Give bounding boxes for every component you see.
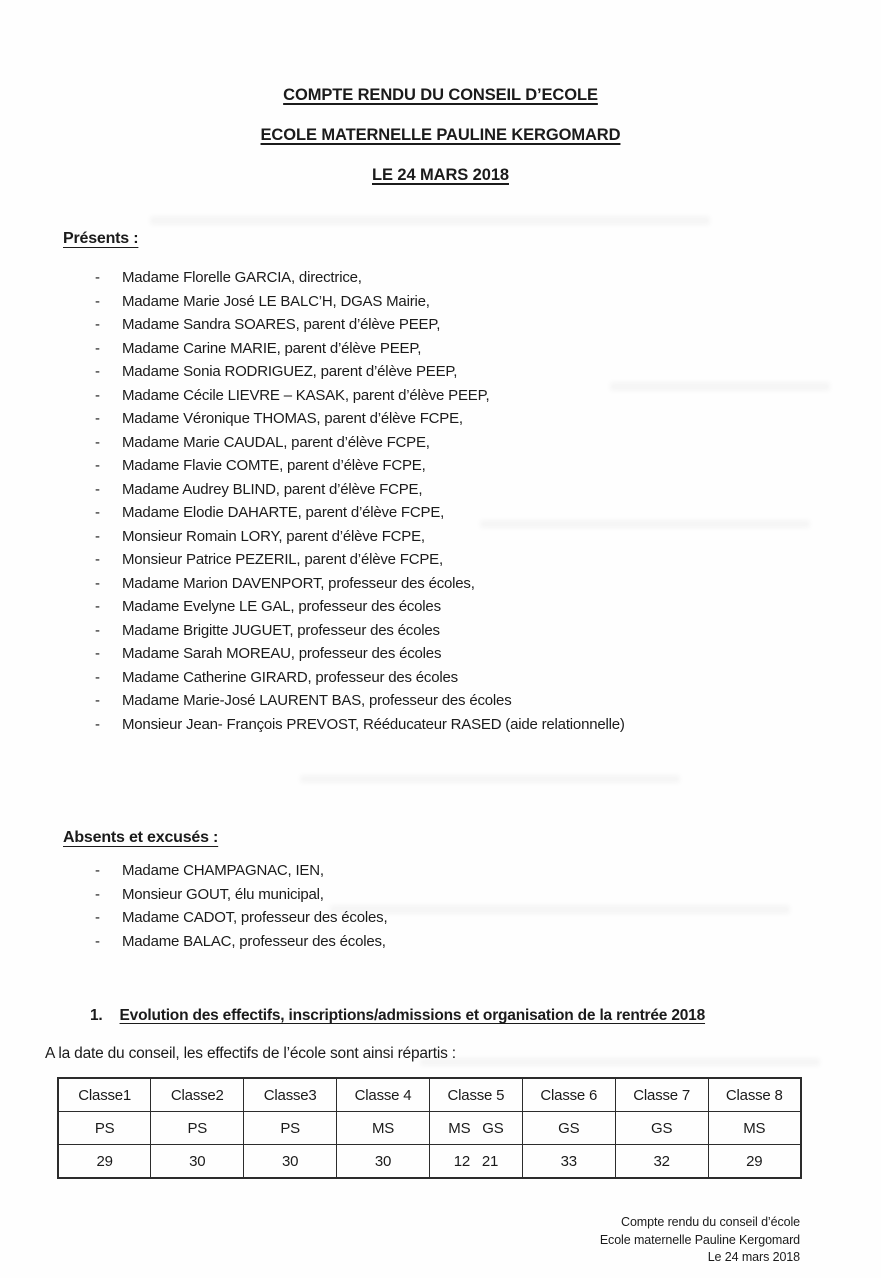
list-item (95, 713, 625, 737)
list-item (95, 313, 625, 337)
list-item (95, 501, 625, 525)
table-header-cell: Classe1 (58, 1078, 151, 1112)
attendee-name: Monsieur GOUT, élu municipal, (122, 885, 324, 903)
attendee-name: Madame Florelle GARCIA, directrice, (122, 269, 362, 286)
table-cell: GS (615, 1112, 708, 1145)
list-item (95, 595, 625, 619)
list-item (95, 930, 387, 954)
document-title-line-1: COMPTE RENDU DU CONSEIL D’ECOLE (283, 86, 598, 104)
attendee-name: Madame Véronique THOMAS, parent d’élève FCPE, (122, 410, 463, 427)
section-title: Evolution des effectifs, inscriptions/admissions et organisation de la rentrée 2018 (119, 1007, 706, 1024)
table-cell: MS GS (430, 1112, 523, 1145)
table-cell: 30 (337, 1145, 430, 1179)
list-item (95, 478, 625, 502)
list-item (95, 689, 625, 713)
attendee-name: Madame Sandra SOARES, parent d’élève PEEP, (122, 316, 441, 333)
list-item (95, 384, 625, 408)
list-item (95, 525, 625, 549)
table-header-row (58, 1078, 801, 1112)
section-1-heading (90, 1007, 705, 1025)
table-cell: 12 21 (430, 1145, 523, 1179)
attendee-name: Madame Marion DAVENPORT, professeur des écoles, (122, 574, 475, 592)
attendee-name: Monsieur Patrice PEZERIL, parent d’élève FCPE, (122, 551, 443, 568)
scan-artifact (300, 775, 680, 783)
table-cell: 30 (151, 1145, 244, 1179)
effectifs-intro-text: A la date du conseil, les effectifs de l’école sont ainsi répartis : (45, 1045, 456, 1062)
table-cell: 29 (708, 1145, 801, 1179)
list-item (95, 883, 387, 907)
list-item (95, 642, 625, 666)
list-item (95, 290, 625, 314)
attendee-name: Madame Marie CAUDAL, parent d’élève FCPE, (122, 433, 430, 451)
attendee-name: Madame Elodie DAHARTE, parent d’élève FCPE, (122, 504, 445, 521)
list-item (95, 906, 387, 930)
table-cell: GS (522, 1112, 615, 1145)
table-row (58, 1145, 801, 1179)
table-header-cell: Classe 6 (522, 1078, 615, 1112)
section-number: 1. (90, 1007, 103, 1024)
list-item (95, 266, 625, 290)
list-item (95, 859, 387, 883)
attendee-name: Madame Flavie COMTE, parent d’élève FCPE, (122, 457, 426, 474)
table-cell: PS (58, 1112, 151, 1145)
scan-artifact (150, 216, 710, 225)
presents-heading: Présents : (63, 230, 139, 247)
list-item (95, 360, 625, 384)
footer-line-2: Ecole maternelle Pauline Kergomard (599, 1232, 800, 1247)
effectifs-table (57, 1077, 802, 1179)
footer-line-3: Le 24 mars 2018 (707, 1250, 800, 1264)
list-item (95, 666, 625, 690)
list-item (95, 572, 625, 596)
document-title-line-3: LE 24 MARS 2018 (372, 166, 509, 184)
list-item (95, 548, 625, 572)
document-title-block (0, 86, 881, 206)
table-cell: MS (708, 1112, 801, 1145)
footer-line-1: Compte rendu du conseil d’école (621, 1215, 800, 1229)
attendee-name: Madame CADOT, professeur des écoles, (122, 909, 388, 926)
table-header-cell: Classe 4 (337, 1078, 430, 1112)
list-item (95, 407, 625, 431)
scan-artifact (420, 1058, 820, 1066)
table-header-cell: Classe3 (244, 1078, 337, 1112)
list-item (95, 619, 625, 643)
attendee-name: Madame Brigitte JUGUET, professeur des écoles (122, 621, 440, 639)
table-cell: PS (244, 1112, 337, 1145)
list-item (95, 337, 625, 361)
table-header-cell: Classe 5 (430, 1078, 523, 1112)
page-footer (600, 1214, 800, 1267)
table-header-cell: Classe2 (151, 1078, 244, 1112)
table-row (58, 1112, 801, 1145)
attendee-name: Madame CHAMPAGNAC, IEN, (122, 862, 324, 879)
list-item (95, 431, 625, 455)
attendee-name: Madame Evelyne LE GAL, professeur des écoles (122, 598, 441, 615)
attendee-name: Madame Catherine GIRARD, professeur des écoles (122, 668, 458, 686)
scan-artifact (610, 382, 830, 391)
attendee-name: Madame Sonia RODRIGUEZ, parent d’élève PEEP, (122, 363, 458, 380)
attendee-name: Madame Carine MARIE, parent d’élève PEEP, (122, 339, 422, 357)
scan-artifact (330, 905, 790, 914)
attendee-name: Madame Marie José LE BALC’H, DGAS Mairie, (122, 292, 430, 310)
table-cell: 29 (58, 1145, 151, 1179)
list-item (95, 454, 625, 478)
attendee-name: Monsieur Jean- François PREVOST, Rééducateur RASED (aide relationnelle) (122, 715, 625, 733)
table-cell: MS (337, 1112, 430, 1145)
attendee-name: Madame Marie-José LAURENT BAS, professeur des écoles (122, 692, 512, 709)
attendee-name: Madame BALAC, professeur des écoles, (122, 932, 386, 950)
table-header-cell: Classe 8 (708, 1078, 801, 1112)
table-header-cell: Classe 7 (615, 1078, 708, 1112)
attendee-name: Madame Audrey BLIND, parent d’élève FCPE, (122, 480, 423, 498)
attendee-name: Madame Cécile LIEVRE – KASAK, parent d’élève PEEP, (122, 386, 490, 404)
table-cell: PS (151, 1112, 244, 1145)
absents-list (95, 859, 387, 953)
table-cell: 33 (522, 1145, 615, 1179)
absents-heading: Absents et excusés : (63, 829, 219, 846)
table-cell: 30 (244, 1145, 337, 1179)
table-cell: 32 (615, 1145, 708, 1179)
attendee-name: Monsieur Romain LORY, parent d’élève FCPE, (122, 527, 425, 545)
attendee-name: Madame Sarah MOREAU, professeur des écoles (122, 645, 442, 662)
document-title-line-2: ECOLE MATERNELLE PAULINE KERGOMARD (260, 126, 621, 144)
presents-list (95, 266, 625, 736)
